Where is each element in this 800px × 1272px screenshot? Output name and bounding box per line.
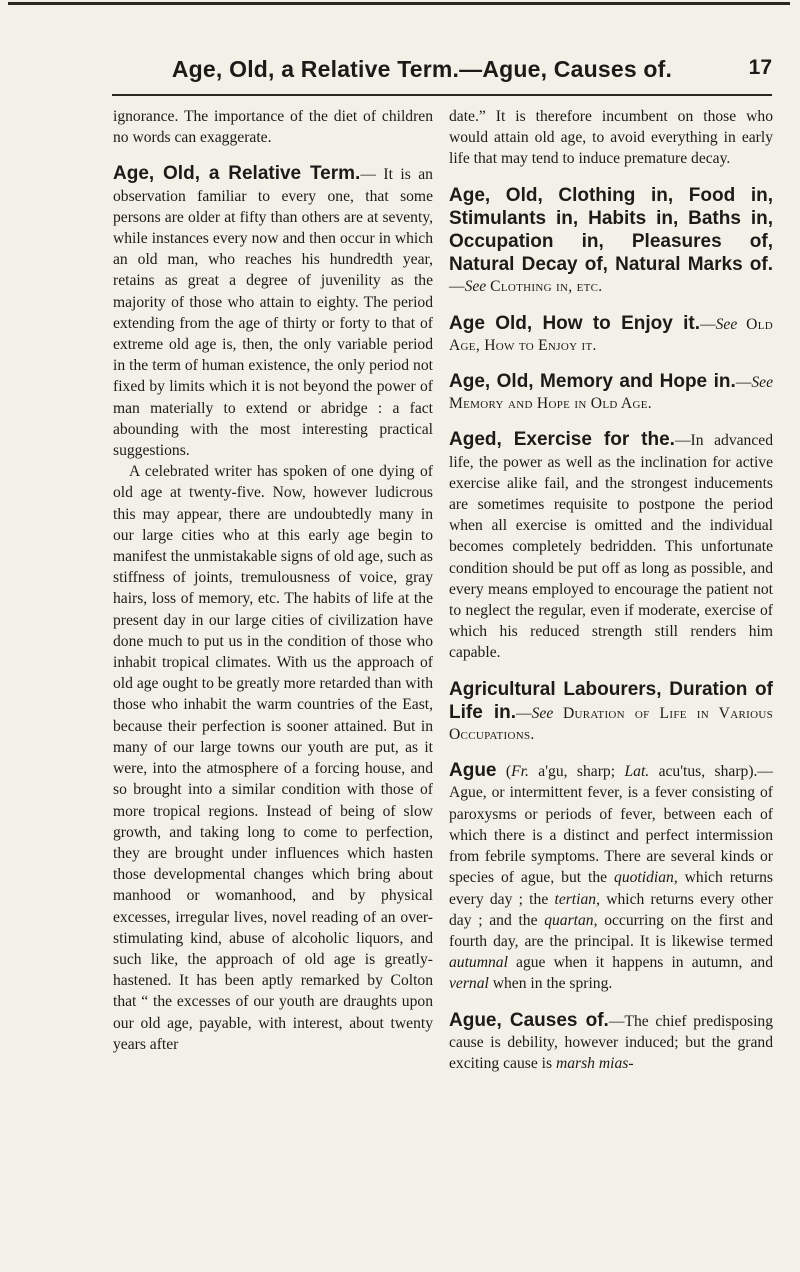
entry-heading: Ague bbox=[449, 760, 497, 782]
see-label: See bbox=[715, 315, 738, 333]
etymology-lang-french: Fr. bbox=[511, 763, 529, 781]
entry-heading: Aged, Exercise for the. bbox=[449, 429, 675, 451]
entry-body: The chief predisposing cause is debility, however induced; but the grand exciting cause is bbox=[449, 1012, 773, 1072]
entry-body: , which returns every other day ; and the bbox=[449, 890, 774, 929]
term-marsh-miasma: marsh mias- bbox=[555, 1054, 634, 1072]
entry-body: , which returns every day ; the bbox=[449, 869, 773, 908]
etymology-word-latin: acu'tus bbox=[649, 763, 702, 781]
entry-paragraph: A celebrated writer has spoken of one dying of old age at twenty-five. Now, however ludicrous this may appear, there are undoubtedly many in our large cities who at this early age begin to manifest the unmistakable signs of old age, such as stiffness of joints, tremulousness of voice, gray hairs, loss of memory, etc. The habits of life at the present day in our large cities of civilization have done much to put us in the condition of those who inhabit tropical climates. With us the approach of old age ought to be greatly more retarded than with those who inhabit the warm countries of the East, because their perfection is sooner attained. But in many of our large towns our youth are put, as it were, into the atmosphere of a forcing house, and so brought into a similar condition with those of more tropical regions. Instead of being of slow growth, and taking long to come to perfection, they are brought under influences which hasten those developmental changes which bring about manhood or womanhood, and by physical excesses, irregular lives, novel reading of an over-stimulating kind, abuse of alcoholic liquors, and such like, the approach of old age is greatly-hastened. It has been aptly remarked by Colton that “ the excesses of our youth are draughts upon our old age, payable, with interest, about twenty years after bbox=[113, 463, 433, 1053]
cross-reference: Duration of Life in Various Occupations. bbox=[449, 704, 773, 744]
term-quartan: quartan bbox=[544, 911, 594, 929]
dash: — bbox=[735, 374, 752, 392]
entry-body: , sharp).—Ague, or intermittent fever, is a fever consisting of paroxysms or periods of fever, between each of which there is a distinct and perfect intermission from febrile symptoms. There are several kinds or species of ague, but the bbox=[449, 763, 774, 887]
entry-ague bbox=[449, 759, 773, 994]
etymology-lang-latin: Lat. bbox=[624, 763, 650, 781]
dash: — bbox=[608, 1012, 625, 1030]
term-vernal: vernal bbox=[449, 975, 489, 993]
term-quotidian: quotidian bbox=[614, 869, 674, 887]
entry-heading: Ague, Causes of. bbox=[449, 1009, 609, 1031]
dash: — bbox=[516, 704, 532, 722]
entry-body: ague when it happens in autumn, and bbox=[507, 954, 773, 972]
continued-paragraph: date.” It is therefore incumbent on those who would attain old age, to avoid everything in early life that may tend to induce premature decay. bbox=[449, 108, 773, 168]
entry-heading: Age, Old, a Relative Term. bbox=[113, 163, 361, 185]
term-autumnal: autumnal bbox=[449, 954, 508, 972]
entry-heading: Agricultural Labourers, Duration of Life in. bbox=[449, 678, 773, 723]
entry-body: It is an observation familiar to every one, that some persons are older at fifty than others are at seventy, while instances every now and then occur in which an old man, who reaches his hundredth year, retains as great a degree of juvenility as the majority of those who attain to eighty. The period extending from the age of thirty or forty to that of extreme old age is, then, the only variable period in the term of human existence, the only period not fixed by limits which it is not beyond the power of man materially to extend or abridge : a fact abounding with the most interesting practical suggestions. bbox=[113, 166, 433, 460]
dash: — bbox=[700, 315, 716, 333]
entry-aged-exercise bbox=[449, 428, 773, 663]
continued-paragraph: ignorance. The importance of the diet of children no words can exaggerate. bbox=[113, 108, 433, 147]
term-tertian: tertian bbox=[554, 890, 597, 908]
entry-heading: Age Old, How to Enjoy it. bbox=[449, 312, 701, 334]
entry-age-old-relative-term bbox=[113, 162, 433, 461]
see-label: See bbox=[464, 278, 487, 296]
cross-reference: Memory and Hope in Old Age. bbox=[449, 395, 652, 413]
header-rule bbox=[112, 94, 772, 96]
dash: — bbox=[674, 432, 691, 450]
dash: — bbox=[360, 166, 376, 184]
page-number: 17 bbox=[748, 56, 772, 79]
etymology-mid: , sharp; bbox=[563, 763, 625, 781]
entry-heading: Age, Old, Clothing in, Food in, Stimulants in, Habits in, Baths in, Occupation in, Pleasures of, Natural Decay of, Natural Marks of. bbox=[449, 184, 773, 276]
running-header bbox=[112, 56, 772, 92]
entry-body: when in the spring. bbox=[488, 975, 613, 993]
dash: — bbox=[449, 278, 465, 296]
left-column bbox=[113, 106, 433, 1055]
see-label: See bbox=[531, 704, 554, 722]
running-head-title: Age, Old, a Relative Term.—Ague, Causes of. bbox=[171, 56, 673, 82]
entry-agricultural-labourers bbox=[449, 678, 773, 746]
entry-age-old-clothing bbox=[449, 184, 773, 298]
entry-ague-causes bbox=[449, 1009, 773, 1075]
etymology-open: ( bbox=[496, 763, 512, 781]
entry-body: In advanced life, the power as well as the inclination for active exercise alike fail, and the strongest inducements are sometimes requisite to postpone the period when all exercise is omitted and the individual becomes completely bedridden. This unfortunate condition should be put off as long as possible, and every means employed to encourage the patient not to neglect the regular, even if moderate, exercise of which his reduced strength still renders him capable. bbox=[449, 432, 773, 662]
cross-reference: Old Age, How to Enjoy it. bbox=[449, 315, 773, 354]
right-column bbox=[449, 106, 773, 1074]
see-label: See bbox=[751, 374, 773, 392]
etymology-word-french: a'gu bbox=[528, 763, 564, 781]
top-border-rule bbox=[8, 2, 790, 5]
entry-age-old-enjoy bbox=[449, 312, 773, 356]
entry-body: , occurring on the first and fourth day, are the principal. It is likewise termed bbox=[449, 911, 773, 950]
entry-age-old-memory-hope bbox=[449, 370, 773, 414]
cross-reference: Clothing in, etc. bbox=[490, 278, 603, 296]
entry-heading: Age, Old, Memory and Hope in. bbox=[449, 371, 736, 393]
